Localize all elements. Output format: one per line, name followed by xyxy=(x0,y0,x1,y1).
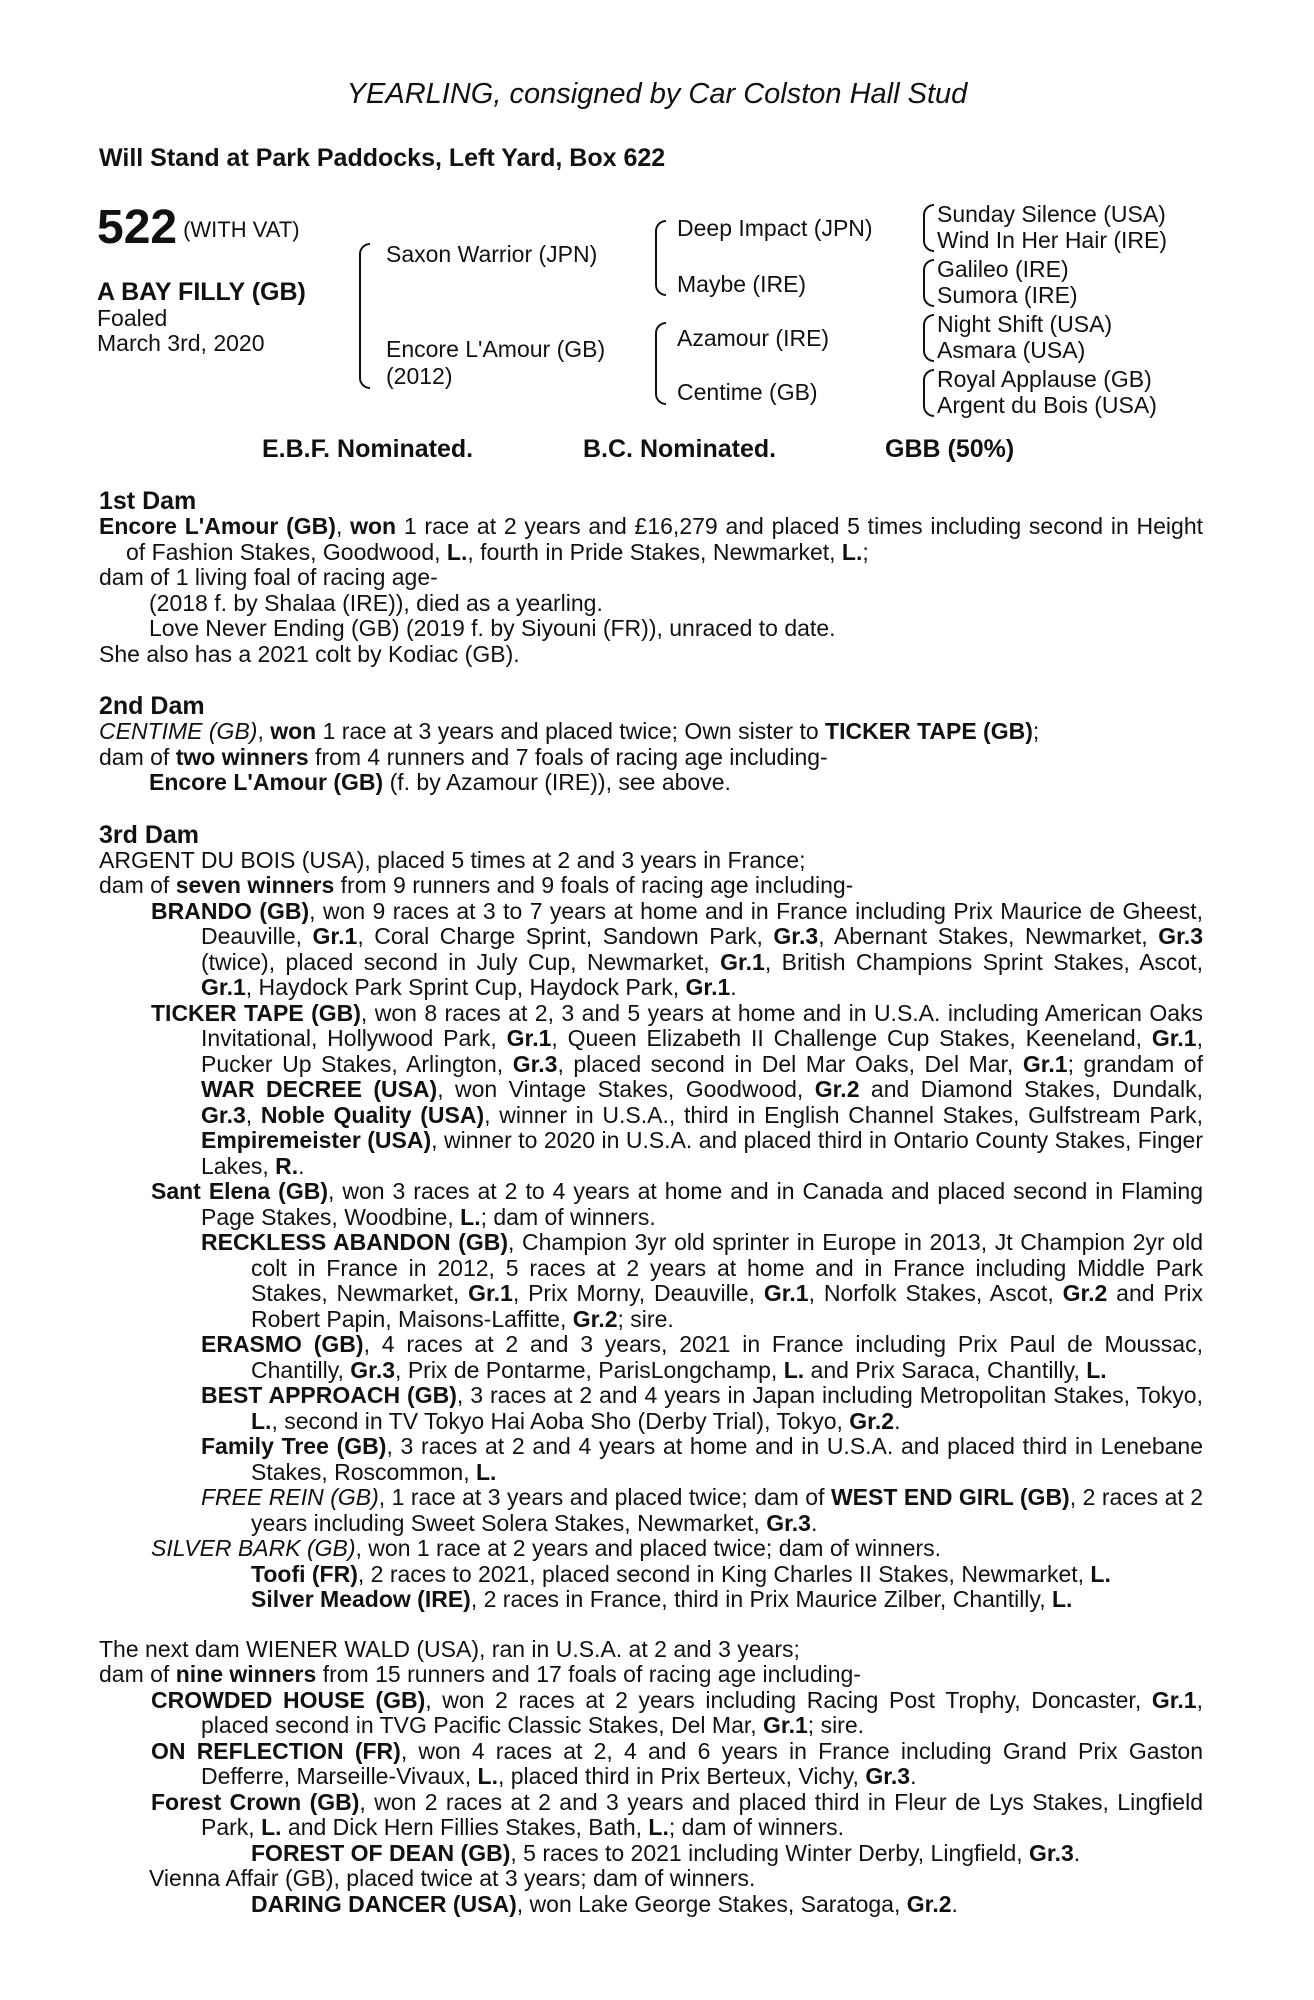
foaled-label: Foaled xyxy=(97,304,168,331)
produce-entry xyxy=(99,1332,1203,1383)
text: , Norfolk Stakes, Ascot, xyxy=(808,1280,1063,1306)
text: , won 8 races at 2, 3 and 5 years at home and in U.S.A. including American Oaks Invitational, Hollywood Park, xyxy=(201,999,1204,1051)
second-dam-name: CENTIME (GB) xyxy=(99,718,258,744)
third-dam-title: 3rd Dam xyxy=(99,820,200,849)
pedigree-brace xyxy=(923,259,934,307)
race-grade: Gr.1 xyxy=(468,1280,513,1306)
text: , won 1 race at 2 years and placed twice; dam of winners. xyxy=(355,1535,942,1561)
race-grade: L. xyxy=(1052,1586,1073,1612)
text: from 15 runners and 17 foals of racing age including- xyxy=(316,1661,861,1687)
produce-entry xyxy=(99,1892,1203,1918)
winners-count: nine winners xyxy=(175,1661,317,1687)
horse-name: Sant Elena (GB) xyxy=(151,1178,328,1204)
race-grade: Gr.2 xyxy=(1062,1280,1108,1306)
pedigree-dsd: Asmara (USA) xyxy=(937,337,1086,363)
race-grade: Gr.3 xyxy=(865,1763,911,1789)
pedigree-dam: Encore L'Amour (GB) xyxy=(386,336,606,362)
race-grade: Gr.1 xyxy=(201,974,246,1000)
horse-name: TICKER TAPE (GB) xyxy=(825,718,1033,744)
pedigree-brace xyxy=(923,204,934,252)
text: , won Vintage Stakes, Goodwood, xyxy=(437,1076,815,1102)
text: , Prix Morny, Deauville, xyxy=(512,1280,764,1306)
horse-name: CROWDED HOUSE (GB) xyxy=(151,1686,426,1713)
race-grade: L. xyxy=(261,1814,282,1840)
text: , placed second in Del Mar Oaks, Del Mar, xyxy=(557,1050,1023,1077)
pedigree-ssd: Wind In Her Hair (IRE) xyxy=(937,227,1168,253)
text: , fourth in Pride Stakes, Newmarket, xyxy=(467,538,842,565)
pedigree-sire: Saxon Warrior (JPN) xyxy=(386,241,598,267)
race-grade: L. xyxy=(648,1814,669,1840)
horse-name: ON REFLECTION (FR) xyxy=(151,1737,401,1764)
text: . xyxy=(951,1890,958,1917)
race-grade: R. xyxy=(275,1152,299,1179)
race-grade: Gr.2 xyxy=(572,1305,618,1332)
text: . xyxy=(1073,1839,1081,1866)
text: , Prix de Pontarme, ParisLongchamp, xyxy=(395,1356,784,1383)
text: 1 race at 3 years and placed twice; Own sister to xyxy=(316,718,826,744)
text: dam of xyxy=(99,872,176,898)
race-grade: Gr.1 xyxy=(312,923,358,949)
text: from 4 runners and 7 foals of racing age including- xyxy=(308,743,828,770)
foaled-date: March 3rd, 2020 xyxy=(97,330,265,356)
race-grade: Gr.1 xyxy=(1151,1025,1197,1051)
horse-name: BEST APPROACH (GB) xyxy=(201,1382,457,1408)
horse-name: Toofi (FR) xyxy=(251,1560,358,1587)
horse-name: Forest Crown (GB) xyxy=(151,1788,360,1815)
second-dam-title: 2nd Dam xyxy=(99,692,205,720)
text: (f. by Azamour (IRE)), see above. xyxy=(383,769,731,795)
pedigree-brace xyxy=(923,314,934,362)
produce-entry xyxy=(99,1739,1203,1790)
text: , Abernant Stakes, Newmarket, xyxy=(818,923,1159,949)
catalogue-body xyxy=(99,488,1203,1917)
third-dam-record: ARGENT DU BOIS (USA), placed 5 times at 2 and 3 years in France; xyxy=(99,846,806,873)
first-dam-record: Encore L'Amour (GB), won 1 race at 2 years and £16,279 and placed 5 times including second in Height of Fashion Stakes, Goodwood, L., fourth in Pride Stakes, Newmarket, L.; xyxy=(99,513,1204,565)
text: , placed second in TVG Pacific Classic Stakes, Del Mar, xyxy=(201,1686,1203,1738)
produce-entry xyxy=(99,1536,1203,1562)
race-grade: Gr.3 xyxy=(512,1050,558,1077)
pedigree-dss: Night Shift (USA) xyxy=(937,311,1113,337)
text: , 3 races at 2 and 4 years at home and in U.S.A. and placed third in Lenebane Stakes, Roscommon, xyxy=(251,1433,1203,1485)
text: dam of xyxy=(99,743,176,770)
text: and Dick Hern Fillies Stakes, Bath, xyxy=(281,1814,649,1840)
text: , 4 races at 2 and 3 years, 2021 in France including Prix Paul de Moussac, Chantilly, xyxy=(251,1331,1203,1383)
text: (twice), placed second in July Cup, Newmarket, xyxy=(201,948,721,975)
text: , won 2 races at 2 and 3 years and placed third in Fleur de Lys Stakes, Lingfield Park, xyxy=(201,1788,1203,1840)
pedigree-dds: Royal Applause (GB) xyxy=(937,366,1152,392)
lot-title: A BAY FILLY (GB) xyxy=(97,278,306,306)
text: 1 race at 2 years and £16,279 and placed 5 times including second in Height of Fashion Stakes, Goodwood, xyxy=(126,513,1204,565)
pedigree-brace xyxy=(655,220,666,296)
text: , Pucker Up Stakes, Arlington, xyxy=(201,1025,1203,1077)
produce-entry xyxy=(99,1790,1203,1841)
race-grade: Gr.3 xyxy=(201,1101,246,1128)
text: , winner to 2020 in U.S.A. and placed third in Ontario County Stakes, Finger Lakes, xyxy=(201,1127,1203,1179)
race-grade: Gr.1 xyxy=(506,1025,552,1051)
race-grade: Gr.3 xyxy=(766,1509,811,1536)
horse-name: Empiremeister (USA) xyxy=(201,1127,432,1153)
text: . xyxy=(810,1509,818,1536)
text: ; sire. xyxy=(617,1305,674,1332)
horse-name: SILVER BARK (GB) xyxy=(151,1535,356,1561)
first-dam-foal: (2018 f. by Shalaa (IRE)), died as a yearling. xyxy=(149,589,603,616)
text: . xyxy=(910,1763,917,1789)
produce-entry xyxy=(99,1841,1203,1867)
race-grade: Gr.3 xyxy=(773,923,819,949)
text: , won Lake George Stakes, Saratoga, xyxy=(516,1890,907,1917)
pedigree-sire-dam: Maybe (IRE) xyxy=(677,271,807,297)
text: , 3 races at 2 and 4 years in Japan including Metropolitan Stakes, Tokyo, xyxy=(456,1382,1203,1408)
pedigree-dam-dam: Centime (GB) xyxy=(677,379,818,405)
text: , 1 race at 3 years and placed twice; dam of xyxy=(378,1484,831,1510)
text: ; xyxy=(1032,718,1040,744)
stand-location: Will Stand at Park Paddocks, Left Yard, Box 622 xyxy=(99,144,666,172)
race-grade: Gr.1 xyxy=(685,974,731,1000)
text: ; xyxy=(862,538,869,565)
first-dam-foals-line: dam of 1 living foal of racing age- xyxy=(99,564,438,590)
race-grade: L. xyxy=(477,1763,498,1789)
horse-name: ERASMO (GB) xyxy=(201,1331,364,1357)
produce-entry xyxy=(99,1688,1203,1739)
race-grade: L. xyxy=(1086,1356,1107,1383)
horse-name: Noble Quality (USA) xyxy=(260,1101,485,1128)
pedigree-brace xyxy=(359,243,370,389)
text: , Coral Charge Sprint, Sandown Park, xyxy=(357,923,774,949)
horse-name: FREE REIN (GB) xyxy=(201,1484,379,1510)
race-grade: Gr.3 xyxy=(1158,923,1203,949)
race-grade: Gr.1 xyxy=(1151,1686,1197,1713)
horse-name: FOREST OF DEAN (GB) xyxy=(251,1839,511,1866)
text: , won 2 races at 2 years including Racing Post Trophy, Doncaster, xyxy=(425,1686,1152,1713)
gbb-nomination: GBB (50%) xyxy=(885,435,1015,463)
race-grade: Gr.2 xyxy=(814,1076,860,1102)
text: , placed third in Prix Berteux, Vichy, xyxy=(497,1763,866,1789)
race-grade: Gr.2 xyxy=(849,1407,895,1434)
horse-name: TICKER TAPE (GB) xyxy=(151,999,361,1026)
pedigree-sss: Sunday Silence (USA) xyxy=(937,201,1166,227)
race-grade: Gr.3 xyxy=(1029,1839,1074,1866)
text: ; sire. xyxy=(807,1712,865,1738)
text: , winner in U.S.A., third in English Channel Stakes, Gulfstream Park, xyxy=(484,1101,1204,1128)
pedigree-sire-sire: Deep Impact (JPN) xyxy=(677,215,873,241)
first-dam-title: 1st Dam xyxy=(99,487,197,515)
text: . xyxy=(894,1407,901,1434)
produce-entry xyxy=(99,1001,1203,1180)
next-dam-produce xyxy=(99,1662,1203,1688)
text: , 2 races at 2 years including Sweet Solera Stakes, Newmarket, xyxy=(251,1484,1204,1536)
race-grade: L. xyxy=(446,538,468,565)
text: ; dam of winners. xyxy=(668,1814,844,1840)
text: , 5 races to 2021 including Winter Derby, Lingfield, xyxy=(510,1839,1030,1866)
horse-name: DARING DANCER (USA) xyxy=(251,1890,517,1917)
lot-number: 522 xyxy=(97,201,178,254)
pedigree-sdd: Sumora (IRE) xyxy=(937,282,1078,308)
pedigree-sds: Galileo (IRE) xyxy=(937,256,1069,282)
race-grade: L. xyxy=(1090,1560,1111,1587)
race-grade: Gr.2 xyxy=(906,1890,952,1917)
text: and Prix Robert Papin, Maisons-Laffitte, xyxy=(251,1280,1204,1332)
produce-entry xyxy=(99,1587,1203,1613)
produce-entry xyxy=(99,1485,1203,1536)
produce-entry xyxy=(99,1562,1203,1588)
text: ; dam of winners. xyxy=(480,1203,656,1230)
race-grade: L. xyxy=(783,1356,805,1383)
won-label: won xyxy=(350,513,397,539)
text: . xyxy=(298,1152,305,1179)
produce-entry: Vienna Affair (GB), placed twice at 3 years; dam of winners. xyxy=(149,1865,756,1891)
text: , second in TV Tokyo Hai Aoba Sho (Derby Trial), Tokyo, xyxy=(271,1407,850,1434)
pedigree-ddd: Argent du Bois (USA) xyxy=(937,392,1157,418)
pedigree-brace xyxy=(655,322,666,405)
race-grade: L. xyxy=(251,1407,272,1434)
text: , xyxy=(257,718,271,744)
race-grade: L. xyxy=(460,1203,481,1230)
text: , won 9 races at 3 to 7 years at home and in France including Prix Maurice de Gheest, Deauville, xyxy=(201,897,1203,949)
page-header: YEARLING, consigned by Car Colston Hall Stud xyxy=(346,78,968,110)
text: from 9 runners and 9 foals of racing age including- xyxy=(334,872,854,898)
winners-count: seven winners xyxy=(175,872,335,898)
pedigree-brace xyxy=(923,369,934,417)
text: and Prix Saraca, Chantilly, xyxy=(804,1356,1087,1383)
text: and Diamond Stakes, Dundalk, xyxy=(859,1076,1204,1102)
first-dam-name: Encore L'Amour (GB) xyxy=(99,513,336,539)
second-dam-produce xyxy=(99,745,1203,771)
text: , won 4 races at 2, 4 and 6 years in France including Grand Prix Gaston Defferre, Marseille-Vivaux, xyxy=(201,1737,1203,1789)
third-dam-produce xyxy=(99,873,1203,899)
horse-name: WAR DECREE (USA) xyxy=(201,1076,438,1102)
ebf-nomination: E.B.F. Nominated. xyxy=(262,435,474,463)
won-label: won xyxy=(270,718,317,744)
race-grade: Gr.3 xyxy=(350,1356,396,1383)
lot-vat: (WITH VAT) xyxy=(183,217,300,242)
winners-count: two winners xyxy=(175,743,309,770)
next-dam-record: The next dam WIENER WALD (USA), ran in U.S.A. at 2 and 3 years; xyxy=(99,1635,800,1662)
text: , xyxy=(245,1101,261,1128)
horse-name: BRANDO (GB) xyxy=(151,897,310,924)
first-dam-foal: Love Never Ending (GB) (2019 f. by Siyouni (FR)), unraced to date. xyxy=(149,615,836,641)
horse-name: Silver Meadow (IRE) xyxy=(251,1586,471,1612)
text: , Haydock Park Sprint Cup, Haydock Park, xyxy=(245,974,686,1000)
race-grade: Gr.1 xyxy=(1022,1050,1068,1077)
race-grade: Gr.1 xyxy=(763,1712,808,1738)
race-grade: Gr.1 xyxy=(763,1280,809,1306)
produce-entry xyxy=(99,1179,1203,1230)
pedigree-dam-sire: Azamour (IRE) xyxy=(677,325,830,351)
race-grade: Gr.1 xyxy=(720,948,765,975)
text: , Queen Elizabeth II Challenge Cup Stakes, Keeneland, xyxy=(551,1025,1152,1051)
produce-entry xyxy=(99,1230,1203,1332)
text: dam of xyxy=(99,1661,176,1687)
lot-info xyxy=(97,201,306,357)
race-grade: L. xyxy=(475,1458,497,1485)
produce-entry xyxy=(99,899,1203,1001)
horse-name: RECKLESS ABANDON (GB) xyxy=(201,1229,509,1255)
text: , British Champions Sprint Stakes, Ascot, xyxy=(764,948,1203,975)
first-dam-extra: She also has a 2021 colt by Kodiac (GB). xyxy=(99,640,520,667)
produce-entry xyxy=(99,1434,1203,1485)
race-grade: L. xyxy=(841,538,863,565)
pedigree-dam-year: (2012) xyxy=(386,363,453,389)
horse-name: Encore L'Amour (GB) xyxy=(149,769,384,795)
text: , Champion 3yr old sprinter in Europe in 2013, Jt Champion 2yr old colt in France in 2012, 5 races at 2 years at home and in France including Middle Park Stakes, Newmarket, xyxy=(251,1229,1203,1306)
text: , 2 races in France, third in Prix Maurice Zilber, Chantilly, xyxy=(470,1586,1052,1612)
horse-name: WEST END GIRL (GB) xyxy=(830,1484,1070,1510)
produce-entry xyxy=(99,1383,1203,1434)
horse-name: Family Tree (GB) xyxy=(201,1433,387,1459)
text: , 2 races to 2021, placed second in King Charles II Stakes, Newmarket, xyxy=(357,1560,1091,1587)
text: ; grandam of xyxy=(1067,1050,1203,1077)
text: . xyxy=(730,974,737,1000)
text: , won 3 races at 2 to 4 years at home and in Canada and placed second in Flaming Page Stakes, Woodbine, xyxy=(201,1178,1203,1230)
second-dam-foal xyxy=(99,770,1203,796)
second-dam-record xyxy=(99,719,1203,745)
bc-nomination: B.C. Nominated. xyxy=(583,435,777,463)
